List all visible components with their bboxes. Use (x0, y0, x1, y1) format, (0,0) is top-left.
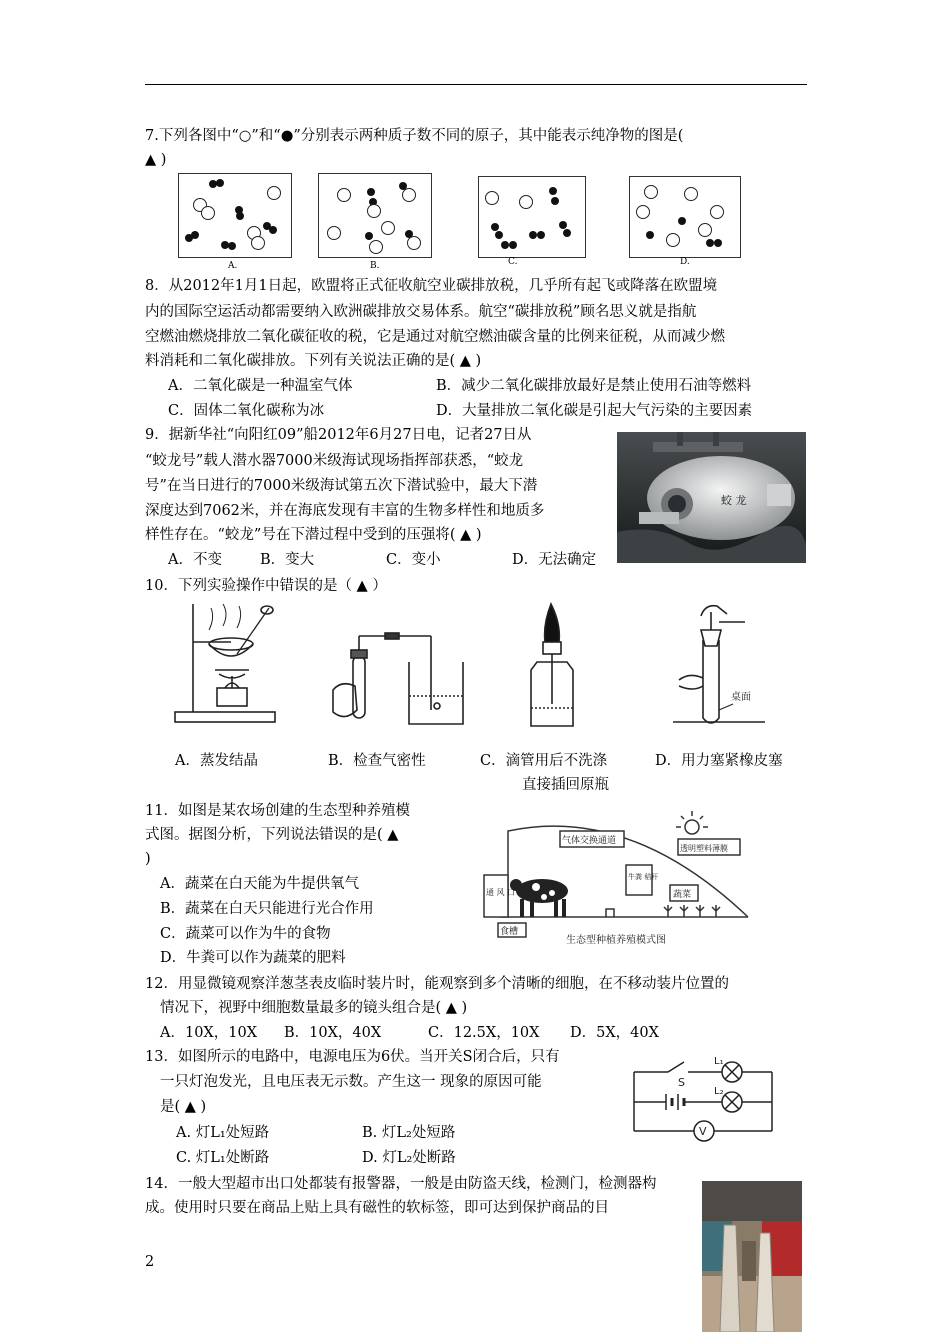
q10-option-c: C．滴管用后不洗涤 (480, 753, 608, 769)
q9-option-c: C．变小 (386, 552, 441, 568)
header-rule (145, 84, 807, 85)
q9-option-b: B．变大 (260, 552, 315, 568)
dung-label: 牛粪 秸秆 (628, 873, 659, 881)
q13-option-d: D. 灯L₂处断路 (362, 1150, 456, 1166)
q13-option-a: A. 灯L₁处短路 (176, 1125, 270, 1141)
q11-option-b: B．蔬菜在白天只能进行光合作用 (160, 901, 374, 917)
q7-option-c-figure (478, 176, 586, 258)
q10-option-d: D．用力塞紧橡皮塞 (655, 753, 783, 769)
q12-stem-line-1: 12．用显微镜观察洋葱茎表皮临时装片时，能观察到多个清晰的细胞，在不移动装片位置的 (145, 976, 729, 992)
q7-caption-d: D. (680, 257, 690, 267)
q9-stem-line-3: 号”在当日进行的7000米级海试第五次下潜试验中，最大下潜 (145, 478, 538, 494)
q13-stem-line-3: 是( ▲ ) (160, 1099, 207, 1115)
gas-channel-label: 气体交换通道 (562, 836, 617, 846)
page-number: 2 (145, 1254, 155, 1270)
submersible-photo (617, 432, 806, 563)
vegetable-label: 蔬菜 (673, 890, 692, 900)
q7-caption-b: B. (370, 261, 380, 271)
q10-stem: 10．下列实验操作中错误的是（ ▲ ） (145, 578, 387, 594)
q7-option-b-figure (318, 173, 432, 258)
q10-apparatus-figure (145, 600, 765, 734)
q13-option-b: B. 灯L₂处短路 (362, 1125, 456, 1141)
q11-stem-line-2: 式图。据图分析，下列说法错误的是( ▲ (145, 827, 399, 843)
q11-stem-line-1: 11．如图是某农场创建的生态型种养殖模 (145, 803, 410, 819)
supermarket-alarm-photo (702, 1181, 802, 1332)
voltmeter-label: V (699, 1125, 707, 1138)
q8-stem-line-1: 8．从2012年1月1日起，欧盟将正式征收航空业碳排放税，几乎所有起飞或降落在欧盟境 (145, 278, 718, 294)
q12-option-c: C．12.5X，10X (428, 1025, 540, 1041)
lamp-l1-label: L₁ (714, 1056, 724, 1067)
q11-option-d: D．牛粪可以作为蔬菜的肥料 (160, 950, 346, 966)
q12-stem-line-2: 情况下，视野中细胞数量最多的镜头组合是( ▲ ) (160, 1000, 468, 1016)
desk-label: 桌面 (731, 692, 751, 703)
q8-option-b: B．减少二氧化碳排放最好是禁止使用石油等燃料 (436, 378, 752, 394)
q7-stem: 7.下列各图中“○”和“●”分别表示两种质子数不同的原子，其中能表示纯净物的图是( (145, 128, 684, 144)
q12-option-b: B．10X，40X (284, 1025, 382, 1041)
q9-stem-line-1: 9．据新华社“向阳红09”船2012年6月27日电，记者27日从 (145, 427, 532, 443)
q12-option-a: A．10X，10X (160, 1025, 258, 1041)
q7-caption-a: A. (228, 261, 238, 271)
trough-label: 食槽 (500, 927, 519, 937)
q10-option-a: A．蒸发结晶 (175, 753, 258, 769)
vent-label: 通 风 口 (486, 888, 516, 897)
q8-option-d: D．大量排放二氧化碳是引起大气污染的主要因素 (436, 403, 753, 419)
q11-option-c: C．蔬菜可以作为牛的食物 (160, 926, 331, 942)
q13-stem-line-2: 一只灯泡发光，且电压表无示数。产生这一 现象的原因可能 (160, 1074, 542, 1090)
q7-option-a-figure (178, 173, 292, 258)
q8-stem-line-4: 料消耗和二氧化碳排放。下列有关说法正确的是( ▲ ) (145, 353, 482, 369)
film-label: 透明塑料薄膜 (680, 844, 728, 853)
q8-stem-line-2: 内的国际空运活动都需要纳入欧洲碳排放交易体系。航空“碳排放税”顾名思义就是指航 (145, 304, 697, 320)
q8-option-a: A．二氧化碳是一种温室气体 (168, 378, 353, 394)
q7-answer-mark: ▲ ) (145, 152, 167, 168)
q9-stem-line-4: 深度达到7062米，并在海底发现有丰富的生物多样性和地质多 (145, 503, 545, 519)
q11-stem-line-3: ) (145, 851, 151, 867)
q12-option-d: D．5X，40X (570, 1025, 659, 1041)
circuit-diagram (630, 1056, 780, 1142)
q13-stem-line-1: 13．如图所示的电路中，电源电压为6伏。当开关S闭合后，只有 (145, 1049, 560, 1065)
eco-farm-figure (470, 805, 760, 950)
q9-option-d: D．无法确定 (512, 552, 597, 568)
q7-caption-c: C. (508, 257, 518, 267)
eco-figure-caption: 生态型种植养殖模式图 (566, 935, 666, 946)
q9-stem-line-5: 样性存在。“蛟龙”号在下潜过程中受到的压强将( ▲ ) (145, 527, 482, 543)
q11-option-a: A．蔬菜在白天能为牛提供氧气 (160, 876, 359, 892)
lamp-l2-label: L₂ (714, 1086, 724, 1097)
q9-option-a: A．不变 (168, 552, 222, 568)
q10-option-b: B．检查气密性 (328, 753, 426, 769)
q13-option-c: C. 灯L₁处断路 (176, 1150, 270, 1166)
switch-label: S (678, 1076, 685, 1089)
q9-stem-line-2: “蛟龙号”载人潜水器7000米级海试现场指挥部获悉，“蛟龙 (145, 453, 524, 469)
q8-stem-line-3: 空燃油燃烧排放二氧化碳征收的税，它是通过对航空燃油碳含量的比例来征税，从而减少燃 (145, 329, 725, 345)
q10-option-c-line-2: 直接插回原瓶 (522, 777, 609, 793)
q8-option-c: C．固体二氧化碳称为冰 (168, 403, 325, 419)
q14-stem-line-1: 14．一般大型超市出口处都装有报警器，一般是由防盗天线，检测门，检测器构 (145, 1176, 657, 1192)
q7-option-d-figure (629, 176, 741, 258)
q14-stem-line-2: 成。使用时只要在商品上贴上具有磁性的软标签，即可达到保护商品的目 (145, 1200, 609, 1216)
submersible-name-text: 蛟 龙 (721, 494, 747, 507)
